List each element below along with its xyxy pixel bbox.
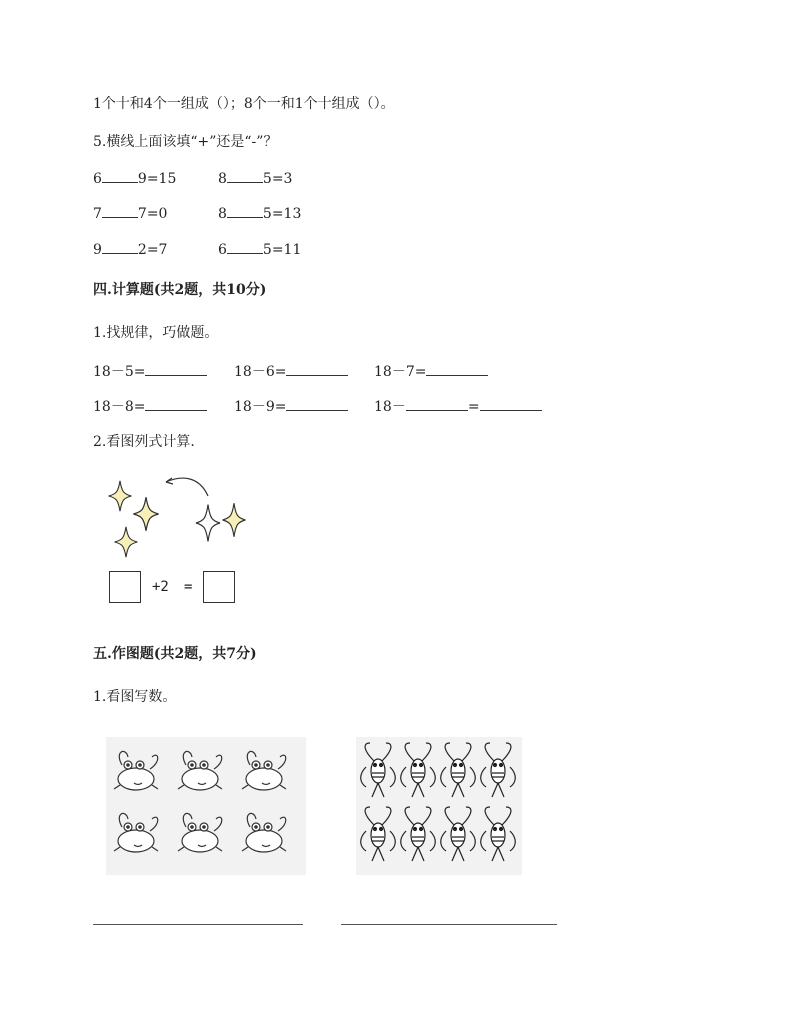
- section-4-q1-title: 1.找规律，巧做题。: [93, 325, 219, 341]
- q5-row-1-right: [218, 170, 292, 188]
- q5-row-1-left: [93, 170, 176, 188]
- question-5-title: 5.横线上面该填“+”还是“-”？: [93, 134, 278, 150]
- answer-blank[interactable]: [227, 205, 263, 218]
- operand: 6: [93, 171, 102, 187]
- q5-row-3-right: [218, 241, 301, 259]
- arrow-icon: [166, 478, 208, 496]
- answer-blank[interactable]: [102, 205, 138, 218]
- operand-result: 5=11: [262, 242, 302, 258]
- answer-blank[interactable]: [145, 398, 207, 411]
- sparkle-icon: [133, 497, 158, 531]
- question-4-text: 1个十和4个一组成（）；8个一和1个十组成（）。: [93, 96, 395, 112]
- section-5-title: 五.作图题(共2题，共7分): [93, 646, 257, 662]
- expression: 18－: [374, 399, 406, 415]
- answer-box-left[interactable]: [109, 571, 141, 603]
- sparkle-icon: [223, 503, 246, 537]
- operand: 8: [218, 206, 227, 222]
- expression: 18－7=: [374, 364, 427, 380]
- expression: 18－8=: [93, 399, 146, 415]
- operand: 9: [93, 242, 102, 258]
- q5-row-3-left: [93, 241, 167, 259]
- answer-blank[interactable]: [406, 398, 468, 411]
- sparkle-icon: [196, 505, 220, 542]
- answer-box-right[interactable]: [203, 571, 235, 603]
- expression: 18－5=: [93, 364, 146, 380]
- expression: 18－6=: [234, 364, 287, 380]
- pattern-row-2-item-1: [93, 398, 207, 416]
- section-5-q1-title: 1.看图写数。: [93, 689, 177, 705]
- operand: 7: [93, 206, 102, 222]
- expression: 18－9=: [234, 399, 287, 415]
- pattern-row-2-item-3: [374, 398, 542, 416]
- q5-row-2-left: [93, 205, 167, 223]
- pattern-row-1-item-2: [234, 363, 348, 381]
- answer-blank[interactable]: [145, 363, 207, 376]
- pattern-row-1-item-3: [374, 363, 488, 381]
- operand-result: 5=3: [262, 171, 293, 187]
- crabs-illustration: [106, 737, 306, 875]
- sparkle-icon: [109, 481, 132, 511]
- answer-blank[interactable]: [227, 241, 263, 254]
- answer-blank[interactable]: [102, 170, 138, 183]
- section-4-q2-title: 2.看图列式计算.: [93, 434, 195, 450]
- operand-result: 2=7: [137, 242, 168, 258]
- sparkles-illustration: [96, 466, 256, 566]
- operand-result: 5=13: [262, 206, 302, 222]
- answer-blank[interactable]: [286, 363, 348, 376]
- answer-line-lobsters[interactable]: [341, 924, 557, 925]
- pattern-row-2-item-2: [234, 398, 348, 416]
- equals-sign: =: [467, 399, 480, 415]
- plus-two-label: +2: [152, 579, 169, 595]
- answer-blank[interactable]: [286, 398, 348, 411]
- answer-blank[interactable]: [227, 170, 263, 183]
- answer-blank[interactable]: [426, 363, 488, 376]
- pattern-row-1-item-1: [93, 363, 207, 381]
- answer-blank[interactable]: [480, 398, 542, 411]
- answer-line-crabs[interactable]: [93, 924, 303, 925]
- sparkle-icon: [115, 527, 138, 557]
- operand: 6: [218, 242, 227, 258]
- operand-result: 7=0: [137, 206, 168, 222]
- equals-label: =: [184, 579, 193, 595]
- answer-blank[interactable]: [102, 241, 138, 254]
- section-4-title: 四.计算题(共2题，共10分): [93, 282, 267, 298]
- operand: 8: [218, 171, 227, 187]
- q5-row-2-right: [218, 205, 301, 223]
- lobsters-illustration: [356, 737, 522, 875]
- operand-result: 9=15: [137, 171, 177, 187]
